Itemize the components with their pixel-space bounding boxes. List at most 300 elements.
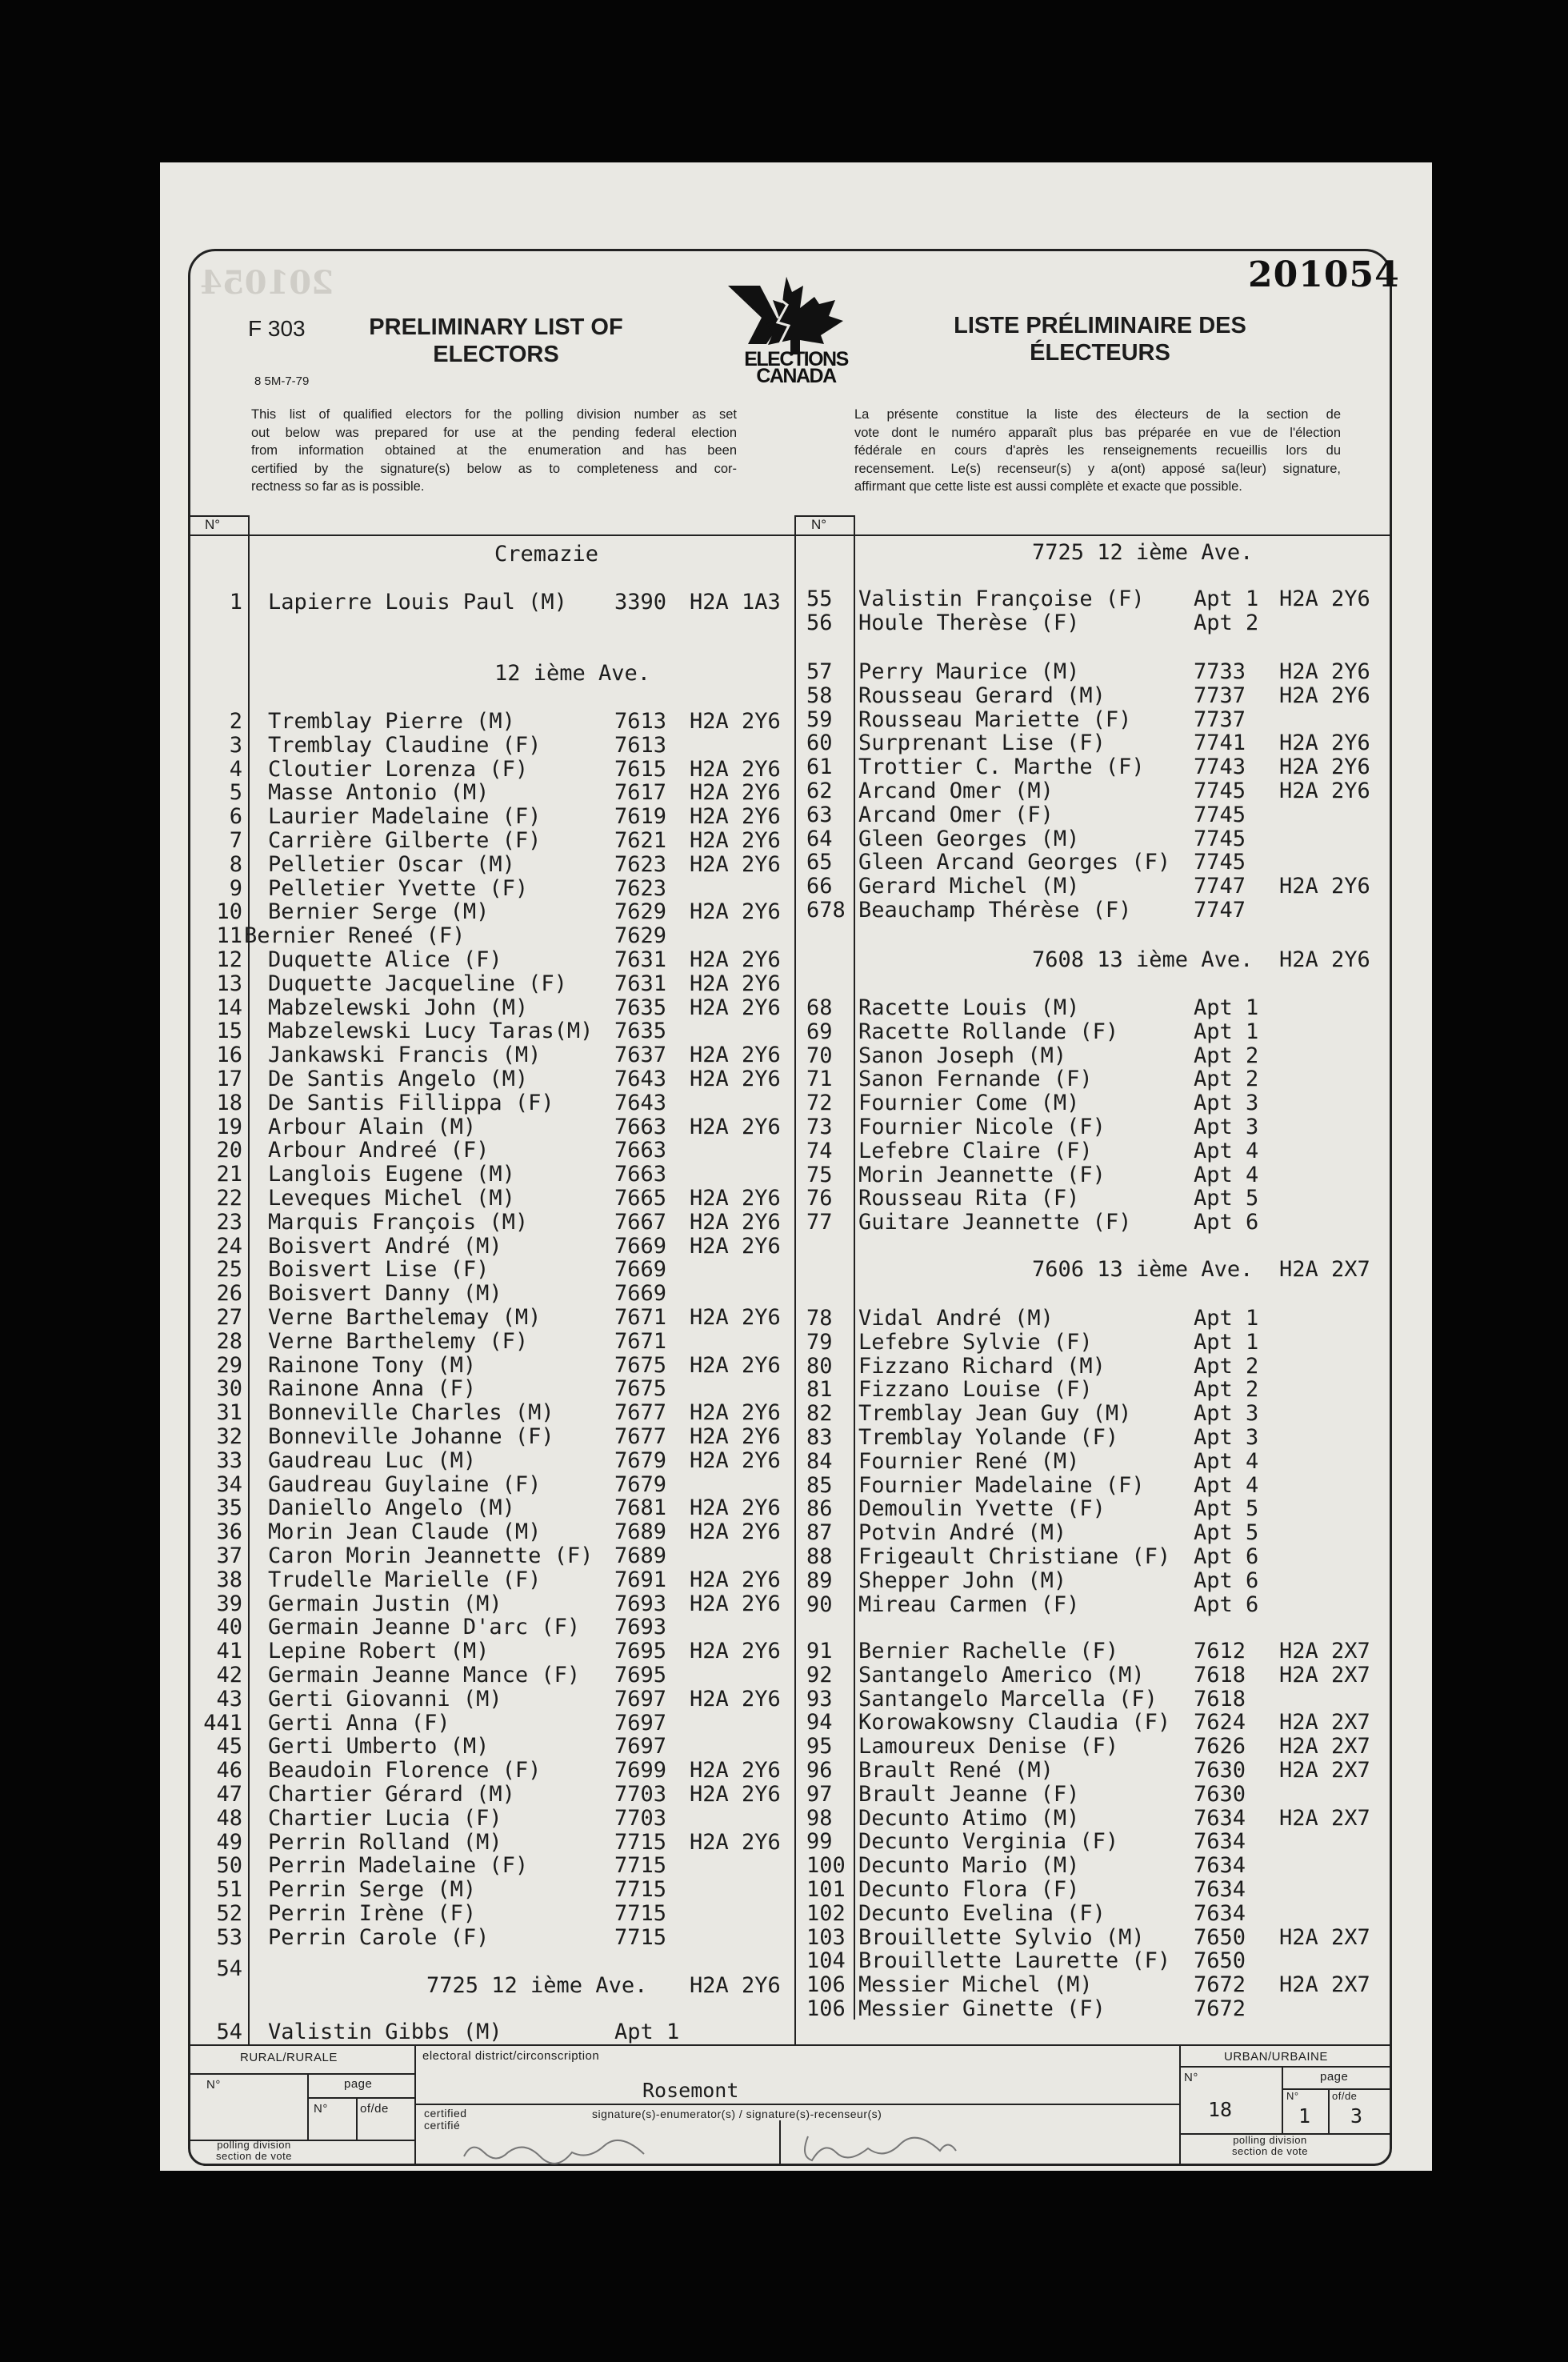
intro-french	[854, 406, 1341, 496]
elector-number: 47	[216, 1782, 242, 1807]
elector-name: Bonneville Charles (M)	[268, 1400, 554, 1426]
elector-number: 88	[806, 1544, 833, 1569]
civic-number: 7681	[614, 1495, 667, 1521]
elector-number: 12	[216, 947, 242, 972]
elector-number: 77	[806, 1210, 833, 1235]
elector-number: 64	[806, 826, 833, 851]
elector-name: Santangelo Americo (M)	[858, 1662, 1145, 1687]
postal-code: H2A 2Y6	[690, 1043, 781, 1068]
elector-number: 73	[806, 1115, 833, 1139]
certified-line: certifié	[424, 2119, 461, 2132]
urban-polling-label	[1232, 2135, 1308, 2157]
postal-code: H2A 2Y6	[690, 709, 781, 734]
civic-number: Apt 1	[1194, 995, 1259, 1020]
urban-no-label: N°	[1184, 2071, 1198, 2084]
elector-row	[0, 1497, 1568, 1521]
elector-number: 59	[806, 707, 833, 732]
elector-name: Rousseau Rita (F)	[858, 1186, 1080, 1211]
elector-name: Santangelo Marcella (F)	[858, 1686, 1158, 1711]
polling-label-line: polling division	[1233, 2134, 1307, 2146]
postal-code: H2A 2Y6	[690, 1114, 781, 1139]
civic-number: Apt 2	[1194, 1377, 1259, 1403]
elector-row	[0, 1067, 1568, 1091]
postal-code: H2A 2Y6	[690, 1519, 781, 1545]
elector-name: Rainone Anna (F)	[268, 1376, 477, 1402]
civic-number: Apt 6	[1194, 1591, 1259, 1617]
elector-name: Vidal André (M)	[858, 1306, 1054, 1331]
street-heading: 7608 13 ième Ave.	[1032, 947, 1254, 972]
elector-row	[0, 924, 1568, 948]
elector-name: Morin Jeannette (F)	[858, 1162, 1106, 1187]
civic-number: 7629	[614, 899, 667, 925]
elector-name: Messier Ginette (F)	[858, 1996, 1106, 2021]
civic-number: 7634	[1194, 1900, 1246, 1926]
civic-number: 7745	[1194, 850, 1246, 875]
elector-name: Brouillette Laurette (F)	[858, 1948, 1171, 1974]
elector-number: 26	[216, 1281, 242, 1307]
elector-name: Rainone Tony (M)	[268, 1352, 477, 1378]
elector-row	[0, 660, 1568, 684]
title-fr-line: ÉLECTEURS	[1030, 340, 1170, 366]
postal-code: H2A 2Y6	[690, 1424, 781, 1449]
elector-row	[0, 1091, 1568, 1115]
civic-number: 7733	[1194, 659, 1246, 684]
elector-name: Sanon Fernande (F)	[858, 1067, 1093, 1092]
postal-code: H2A 2Y6	[1279, 659, 1370, 684]
civic-number: 7747	[1194, 898, 1246, 923]
civic-number: 7679	[614, 1447, 667, 1473]
civic-number: 7635	[614, 1019, 667, 1044]
civic-number: Apt 1	[1194, 1306, 1259, 1331]
elector-number: 18	[216, 1090, 242, 1115]
elector-name: Tremblay Pierre (M)	[268, 709, 515, 734]
civic-number: 7715	[614, 1829, 667, 1855]
elector-row	[0, 1663, 1568, 1687]
civic-number: 7635	[614, 995, 667, 1020]
civic-number: 7715	[614, 1853, 667, 1879]
elector-number: 74	[806, 1138, 833, 1163]
elector-number: 55	[806, 586, 833, 611]
civic-number: 7672	[1194, 1972, 1246, 1998]
logo-text: ELECTIONS	[744, 348, 848, 370]
elector-name: Mabzelewski John (M)	[268, 995, 529, 1020]
intro-line: affirmant que cette liste est aussi complète et exacte que possible.	[854, 479, 1242, 494]
civic-number: 7715	[614, 1924, 667, 1950]
elector-name: Decunto Atimo (M)	[858, 1805, 1080, 1831]
elector-row	[0, 875, 1568, 899]
elector-row	[0, 1471, 1568, 1498]
form-code: 8 5M-7-79	[254, 374, 310, 388]
elector-name: Lefebre Claire (F)	[858, 1138, 1093, 1163]
civic-number: 7663	[614, 1114, 667, 1139]
elector-row	[0, 1902, 1568, 1926]
elector-row	[0, 1830, 1568, 1854]
elector-row	[0, 1783, 1568, 1807]
divider	[1328, 2088, 1330, 2133]
elector-name: Valistin Gibbs (M)	[268, 2020, 502, 2044]
elector-name: Potvin André (M)	[858, 1520, 1067, 1546]
postal-code: H2A 2X7	[1279, 1758, 1370, 1783]
elector-name: Verne Barthelemay (M)	[268, 1305, 542, 1330]
elector-row	[0, 779, 1568, 806]
elector-row	[0, 1521, 1568, 1545]
elector-row	[0, 972, 1568, 996]
postal-code: H2A 2Y6	[690, 1567, 781, 1592]
civic-number: Apt 6	[1194, 1210, 1259, 1235]
title-fr-line: LISTE PRÉLIMINAIRE DES	[954, 313, 1246, 338]
postal-code: H2A 2Y6	[690, 1400, 781, 1426]
elector-row	[0, 1997, 1568, 2021]
elector-row	[0, 684, 1568, 708]
elector-number: 24	[216, 1233, 242, 1259]
elector-number: 34	[216, 1471, 242, 1497]
civic-number: 7626	[1194, 1734, 1246, 1759]
elector-number: 14	[216, 995, 242, 1020]
elector-name: Fournier Come (M)	[858, 1091, 1080, 1116]
elector-number: 54	[216, 1956, 242, 1981]
postal-code: H2A 2Y6	[1279, 731, 1370, 756]
elector-name: Boisvert Lise (F)	[268, 1257, 490, 1283]
elector-name: Fournier René (M)	[858, 1448, 1080, 1474]
elector-name: Lefebre Sylvie (F)	[858, 1329, 1093, 1355]
elector-row	[0, 1352, 1568, 1379]
elector-number: 106	[806, 1972, 846, 1998]
elector-name: Gerard Michel (M)	[858, 874, 1080, 899]
street-heading: 12 ième Ave.	[494, 661, 651, 686]
certified-line: certified	[424, 2107, 467, 2120]
elector-number: 7	[229, 828, 242, 853]
elector-name: Lamoureux Denise (F)	[858, 1734, 1119, 1759]
elector-row	[0, 708, 1568, 732]
civic-number: 7665	[614, 1186, 667, 1211]
elector-name: Jankawski Francis (M)	[268, 1043, 542, 1068]
elector-name: Gleen Georges (M)	[858, 826, 1080, 851]
elector-number: 60	[806, 731, 833, 756]
civic-number: Apt 1	[1194, 1019, 1259, 1044]
elector-number: 17	[216, 1067, 242, 1091]
civic-number: 7693	[614, 1615, 667, 1640]
civic-number: 7741	[1194, 731, 1246, 756]
elector-name: Mireau Carmen (F)	[858, 1591, 1080, 1617]
elector-name: Tremblay Jean Guy (M)	[858, 1401, 1132, 1427]
title-english	[352, 314, 640, 368]
civic-number: 7615	[614, 756, 667, 782]
elector-name: Fizzano Louise (F)	[858, 1377, 1093, 1403]
elector-number: 103	[806, 1924, 846, 1950]
elector-number: 101	[806, 1877, 846, 1902]
postal-code: H2A 2Y6	[1279, 874, 1370, 899]
handwritten-signatures	[432, 2128, 1040, 2168]
civic-number: 7697	[614, 1710, 667, 1735]
elector-number: 102	[806, 1900, 846, 1926]
elector-number: 106	[806, 1996, 846, 2021]
civic-number: Apt 5	[1194, 1186, 1259, 1211]
elector-name: Laurier Madelaine (F)	[268, 804, 542, 830]
elector-number: 81	[806, 1377, 833, 1403]
elector-number: 29	[216, 1352, 242, 1378]
elector-row	[0, 1378, 1568, 1402]
elector-name: Morin Jean Claude (M)	[268, 1519, 542, 1545]
elector-row	[0, 1854, 1568, 1878]
postal-code: H2A 2X7	[1279, 1734, 1370, 1759]
elector-number: 49	[216, 1829, 242, 1855]
civic-number: 7677	[614, 1424, 667, 1449]
elector-number: 70	[806, 1043, 833, 1068]
elector-row	[0, 996, 1568, 1020]
elector-name: Bernier Serge (M)	[268, 899, 490, 925]
postal-code: H2A 2X7	[1279, 1924, 1370, 1950]
elector-name: Arbour Andreé (F)	[268, 1138, 490, 1163]
elector-number: 42	[216, 1663, 242, 1687]
civic-number: Apt 4	[1194, 1138, 1259, 1163]
elector-number: 441	[203, 1710, 242, 1735]
postal-code: H2A 2Y6	[690, 947, 781, 972]
street-heading: Cremazie	[494, 542, 599, 566]
postal-code: H2A 2Y6	[690, 1495, 781, 1521]
elector-name: Cloutier Lorenza (F)	[268, 756, 529, 782]
intro-line: La présente constitue la liste des électeurs de la section de	[854, 407, 1341, 422]
elector-number: 48	[216, 1805, 242, 1831]
elector-name: Brault Jeanne (F)	[858, 1781, 1080, 1807]
elector-number: 99	[806, 1829, 833, 1855]
civic-number: 7630	[1194, 1781, 1246, 1807]
elector-row	[0, 1402, 1568, 1426]
rural-page-label: page	[344, 2077, 373, 2091]
logo-text: CANADA	[756, 365, 836, 384]
civic-number: 7671	[614, 1328, 667, 1354]
elector-name: Chartier Lucia (F)	[268, 1805, 502, 1831]
elector-name: Beaudoin Florence (F)	[268, 1758, 542, 1784]
elector-name: Perrin Irène (F)	[268, 1901, 477, 1926]
elector-number: 79	[806, 1329, 833, 1355]
elector-number: 5	[229, 780, 242, 806]
divider	[1282, 2066, 1283, 2133]
elector-number: 10	[216, 899, 242, 925]
elector-row	[0, 1282, 1568, 1306]
elector-row	[0, 1163, 1568, 1187]
elector-number: 21	[216, 1162, 242, 1187]
elector-name: Gaudreau Guylaine (F)	[268, 1471, 542, 1497]
postal-code: H2A 2Y6	[1279, 755, 1370, 780]
elector-row	[0, 1759, 1568, 1783]
elector-name: Trudelle Marielle (F)	[268, 1567, 542, 1592]
civic-number: Apt 1	[614, 2020, 680, 2044]
elector-name: Arcand Omer (M)	[858, 779, 1054, 803]
title-en-line: ELECTORS	[433, 342, 559, 367]
civic-number: 7703	[614, 1782, 667, 1807]
elector-number: 56	[806, 610, 833, 635]
elector-number: 98	[806, 1805, 833, 1831]
elector-number: 94	[806, 1710, 833, 1735]
postal-code: H2A 2Y6	[690, 1067, 781, 1091]
elector-number: 54	[216, 2020, 242, 2044]
elector-number: 6	[229, 804, 242, 830]
elector-row	[0, 1139, 1568, 1163]
elector-number: 96	[806, 1758, 833, 1783]
elector-number: 100	[806, 1853, 846, 1879]
elector-row	[0, 1235, 1568, 1259]
elector-name: Frigeault Christiane (F)	[858, 1544, 1171, 1569]
elector-number: 38	[216, 1567, 242, 1592]
elector-name: Pelletier Oscar (M)	[268, 851, 515, 877]
civic-number: Apt 3	[1194, 1115, 1259, 1139]
civic-number: Apt 4	[1194, 1162, 1259, 1187]
elector-name: Perrin Madelaine (F)	[268, 1853, 529, 1879]
elector-number: 52	[216, 1901, 242, 1926]
civic-number: Apt 6	[1194, 1567, 1259, 1593]
elector-name: Pelletier Yvette (F)	[268, 875, 529, 901]
elector-row	[0, 1687, 1568, 1711]
elector-name: Germain Justin (M)	[268, 1591, 502, 1616]
street-heading: 7606 13 ième Ave.	[1032, 1257, 1254, 1282]
civic-number: Apt 2	[1194, 1043, 1259, 1068]
elector-number: 36	[216, 1519, 242, 1545]
elector-number: 22	[216, 1186, 242, 1211]
elector-row	[0, 1426, 1568, 1450]
elector-name: Gaudreau Luc (M)	[268, 1447, 477, 1473]
civic-number: Apt 4	[1194, 1472, 1259, 1498]
elector-number: 82	[806, 1401, 833, 1427]
elector-number: 50	[216, 1853, 242, 1879]
civic-number: 7669	[614, 1233, 667, 1259]
elector-name: Lepine Robert (M)	[268, 1639, 490, 1664]
form-number: F 303	[248, 316, 306, 341]
postal-code: H2A 2Y6	[1279, 586, 1370, 611]
elector-name: Gerti Giovanni (M)	[268, 1686, 502, 1711]
civic-number: 7623	[614, 875, 667, 901]
street-postal-code: H2A 2Y6	[1279, 947, 1370, 972]
civic-number: 7663	[614, 1138, 667, 1163]
elector-row	[0, 1735, 1568, 1759]
elector-row	[0, 1307, 1568, 1331]
elector-number: 33	[216, 1447, 242, 1473]
postal-code: H2A 1A3	[690, 590, 781, 615]
elector-number: 84	[806, 1448, 833, 1474]
polling-label-line: section de vote	[216, 2150, 292, 2162]
elector-number: 63	[806, 802, 833, 827]
elector-number: 20	[216, 1138, 242, 1163]
civic-number: 7715	[614, 1901, 667, 1926]
elector-row	[0, 1447, 1568, 1474]
elector-name: Gerti Umberto (M)	[268, 1734, 490, 1759]
elector-name: Demoulin Yvette (F)	[858, 1496, 1106, 1522]
street-postal-code: H2A 2X7	[1279, 1257, 1370, 1282]
elector-number: 35	[216, 1495, 242, 1521]
civic-number: 7634	[1194, 1805, 1246, 1831]
elector-name: Germain Jeanne Mance (F)	[268, 1663, 581, 1687]
elector-name: Duquette Jacqueline (F)	[268, 971, 567, 996]
civic-number: 7737	[1194, 707, 1246, 732]
civic-number: Apt 2	[1194, 1353, 1259, 1379]
civic-number: 7643	[614, 1090, 667, 1115]
elector-name: Lapierre Louis Paul (M)	[268, 590, 567, 615]
elector-name: De Santis Angelo (M)	[268, 1067, 529, 1091]
elector-number: 30	[216, 1376, 242, 1402]
district-label: electoral district/circonscription	[422, 2049, 600, 2063]
civic-number: 7667	[614, 1209, 667, 1235]
civic-number: 7745	[1194, 802, 1246, 827]
civic-number: 7637	[614, 1043, 667, 1068]
street-heading: 7725 12 ième Ave.	[426, 1973, 648, 1998]
civic-number: 7697	[614, 1734, 667, 1759]
polling-label-line: section de vote	[1232, 2145, 1308, 2157]
civic-number: 7623	[614, 851, 667, 877]
elector-number: 72	[806, 1091, 833, 1116]
civic-number: 7697	[614, 1686, 667, 1711]
elector-number: 85	[806, 1472, 833, 1498]
postal-code: H2A 2Y6	[690, 899, 781, 925]
postal-code: H2A 2Y6	[1279, 683, 1370, 708]
elections-canada-logo	[720, 268, 872, 384]
elector-name: Racette Louis (M)	[858, 995, 1080, 1020]
elector-number: 62	[806, 779, 833, 803]
postal-code: H2A 2Y6	[690, 1686, 781, 1711]
elector-name: Perry Maurice (M)	[858, 659, 1080, 684]
elector-name: Decunto Flora (F)	[858, 1877, 1080, 1902]
elector-name: Beauchamp Thérèse (F)	[858, 898, 1132, 923]
elector-row	[0, 587, 1568, 611]
elector-number: 45	[216, 1734, 242, 1759]
elector-number: 4	[229, 756, 242, 782]
intro-line: fédérale en cours d'après les renseignements recueillis lors du	[854, 443, 1341, 458]
civic-number: 7629	[614, 923, 667, 949]
elector-row	[0, 1973, 1568, 1997]
elector-row	[0, 1639, 1568, 1663]
elector-number: 41	[216, 1639, 242, 1664]
civic-number: 7650	[1194, 1948, 1246, 1974]
postal-code: H2A 2X7	[1279, 1972, 1370, 1998]
civic-number: 3390	[614, 590, 667, 615]
elector-name: Tremblay Claudine (F)	[268, 732, 542, 758]
elector-number: 80	[806, 1353, 833, 1379]
civic-number: 7695	[614, 1663, 667, 1687]
elector-row	[0, 1187, 1568, 1211]
civic-number: 7617	[614, 780, 667, 806]
divider	[307, 2097, 416, 2099]
civic-number: Apt 2	[1194, 1067, 1259, 1092]
postal-code: H2A 2Y6	[690, 756, 781, 782]
number-column-header: N°	[205, 517, 221, 532]
intro-line: This list of qualified electors for the polling division number as set	[251, 407, 737, 422]
elector-number: 43	[216, 1686, 242, 1711]
elector-number: 76	[806, 1186, 833, 1211]
elector-name: Duquette Alice (F)	[268, 947, 502, 972]
postal-code: H2A 2Y6	[690, 1591, 781, 1616]
elector-number: 11	[216, 923, 242, 949]
elector-number: 53	[216, 1924, 242, 1950]
intro-line: vote dont le numéro apparaît plus bas préparée en vue de l'élection	[854, 425, 1341, 440]
elector-name: Decunto Mario (M)	[858, 1853, 1080, 1879]
elector-row	[0, 1949, 1568, 1973]
civic-number: 7743	[1194, 755, 1246, 780]
elector-number: 3	[229, 732, 242, 758]
elector-row	[0, 755, 1568, 779]
elector-number: 65	[806, 850, 833, 875]
postal-code: H2A 2Y6	[690, 851, 781, 877]
elector-row	[0, 1593, 1568, 1617]
elector-row	[0, 1020, 1568, 1044]
elector-number: 90	[806, 1591, 833, 1617]
elector-number: 66	[806, 874, 833, 899]
postal-code: H2A 2Y6	[690, 1447, 781, 1473]
elector-number: 75	[806, 1162, 833, 1187]
rural-label: RURAL/RURALE	[240, 2051, 338, 2064]
civic-number: Apt 5	[1194, 1520, 1259, 1546]
elector-number: 91	[806, 1639, 833, 1663]
civic-number: Apt 5	[1194, 1496, 1259, 1522]
elector-name: Valistin Françoise (F)	[858, 586, 1145, 611]
elector-number: 89	[806, 1567, 833, 1593]
